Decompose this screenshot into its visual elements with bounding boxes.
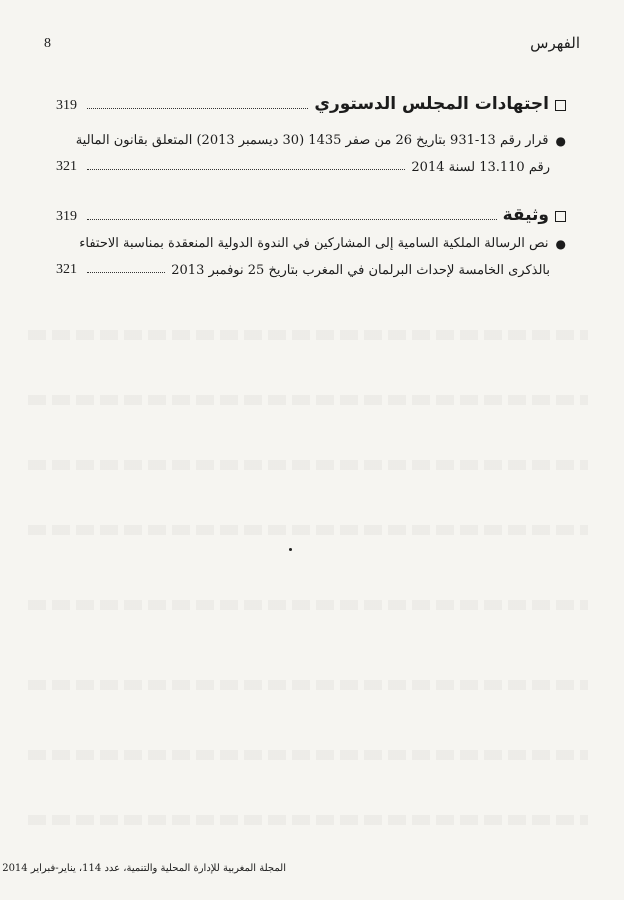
- dot-leader: [87, 108, 308, 109]
- show-through-texture: [28, 460, 588, 470]
- checkbox-square-icon: [555, 211, 566, 222]
- bullet-icon: ●: [555, 134, 566, 148]
- show-through-texture: [28, 680, 588, 690]
- dot-leader: [87, 169, 405, 170]
- toc-entry-line: [56, 133, 566, 148]
- entry-page-number: 321: [56, 262, 77, 277]
- running-title: الفهرس: [530, 34, 580, 52]
- checkbox-square-icon: [555, 100, 566, 111]
- section-title: اجتهادات المجلس الدستوري: [314, 94, 549, 114]
- ink-speck: [289, 548, 292, 551]
- toc-entry-line: [56, 236, 566, 251]
- entry-text: نص الرسالة الملكية السامية إلى المشاركين في الندوة الدولية المنعقدة بمناسبة الاحتفاء: [79, 236, 549, 251]
- entry-text: بالذكرى الخامسة لإحداث البرلمان في المغرب بتاريخ 25 نوفمبر 2013: [171, 263, 550, 278]
- show-through-texture: [28, 525, 588, 535]
- page-number: 8: [44, 36, 51, 51]
- dot-leader: [87, 272, 165, 273]
- show-through-texture: [28, 600, 588, 610]
- toc-section-document: [56, 205, 566, 225]
- dot-leader: [87, 219, 497, 220]
- show-through-texture: [28, 330, 588, 340]
- toc-section-constitutional-council: [56, 94, 566, 114]
- show-through-texture: [28, 395, 588, 405]
- toc-entry-line: [56, 262, 566, 278]
- entry-page-number: 321: [56, 159, 77, 174]
- show-through-texture: [28, 750, 588, 760]
- bullet-icon: ●: [555, 237, 566, 251]
- entry-text: رقم 13.110 لسنة 2014: [411, 160, 550, 175]
- section-page-number: 319: [56, 209, 77, 224]
- section-title: وثيقة: [502, 205, 549, 225]
- section-page-number: 319: [56, 98, 77, 113]
- show-through-texture: [28, 815, 588, 825]
- journal-footer: المجلة المغربية للإدارة المحلية والتنمية، عدد 114، يناير-فبراير 2014: [2, 863, 286, 874]
- entry-text: قرار رقم 13-931 بتاريخ 26 من صفر 1435 (30 ديسمبر 2013) المتعلق بقانون المالية: [75, 133, 549, 148]
- toc-entry-line: [56, 159, 566, 175]
